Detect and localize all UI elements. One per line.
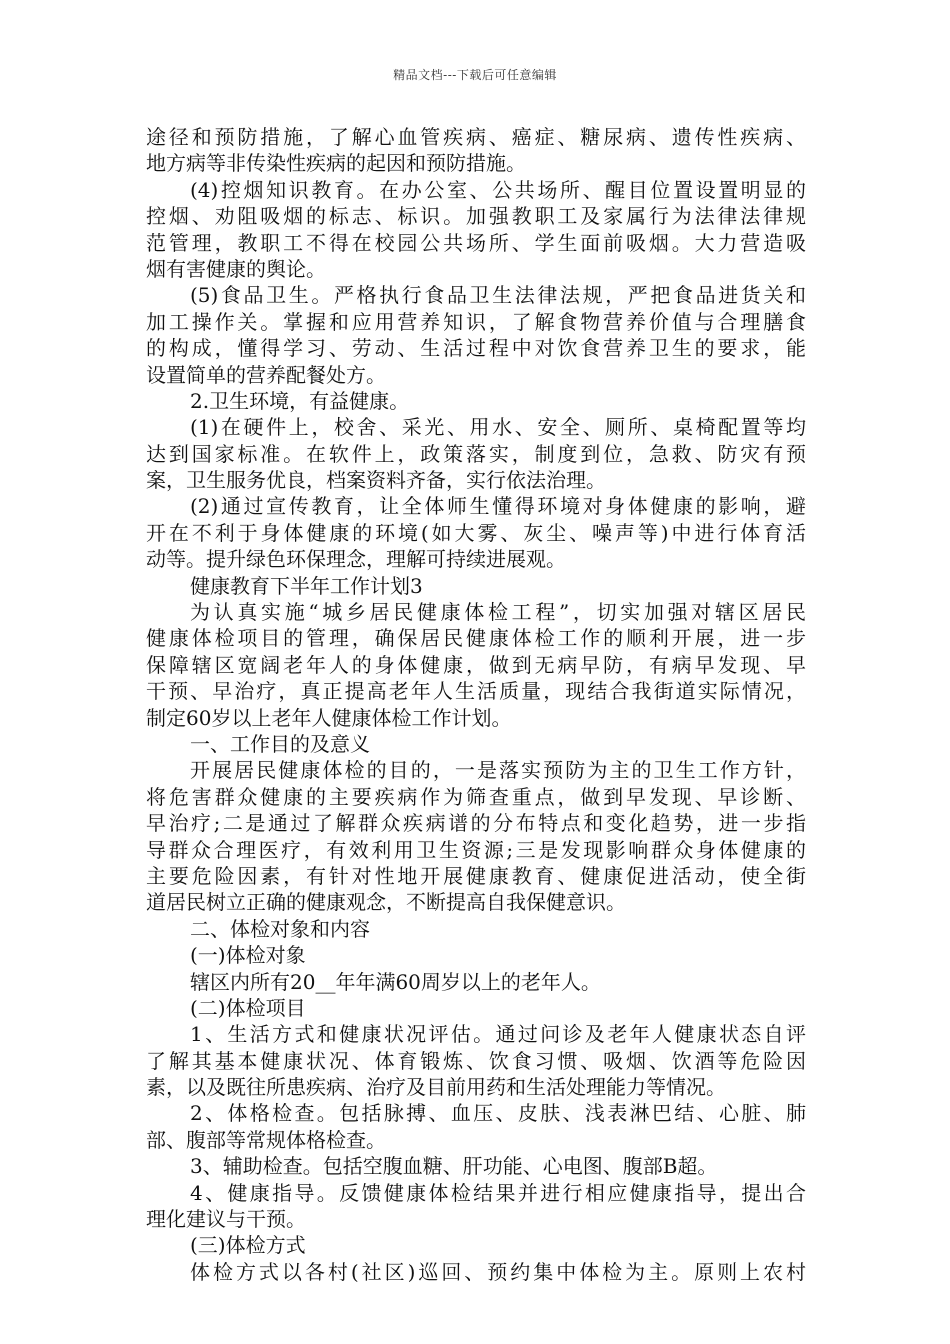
text-line: 3、辅助检查。包括空腹血糖、肝功能、心电图、腹部B超。	[190, 1154, 718, 1179]
text-line: (一)体检对象	[190, 943, 306, 968]
text-line: (1)在硬件上，校舍、采光、用水、安全、厕所、桌椅配置等均	[190, 415, 806, 440]
text-line: 地方病等非传染性疾病的起因和预防措施。	[146, 151, 526, 176]
text-line: 道居民树立正确的健康观念，不断提高自我保健意识。	[146, 890, 626, 915]
text-line: 将危害群众健康的主要疾病作为筛查重点，做到早发现、早诊断、	[146, 784, 806, 809]
text-line: 保障辖区宽阔老年人的身体健康，做到无病早防，有病早发现、早	[146, 652, 806, 677]
text-line: 辖区内所有20__年年满60周岁以上的老年人。	[190, 969, 601, 994]
text-line: 早治疗;二是通过了解群众疾病谱的分布特点和变化趋势，进一步指	[146, 811, 806, 836]
text-line: 素，以及既往所患疾病、治疗及目前用药和生活处理能力等情况。	[146, 1075, 726, 1100]
text-line: 为认真实施“城乡居民健康体检工程”，切实加强对辖区居民	[190, 600, 806, 625]
text-line: (2)通过宣传教育，让全体师生懂得环境对身体健康的影响，避	[190, 494, 806, 519]
text-line: (4)控烟知识教育。在办公室、公共场所、醒目位置设置明显的	[190, 177, 806, 202]
text-line: 2.卫生环境，有益健康。	[190, 388, 410, 413]
text-line: 范管理，教职工不得在校园公共场所、学生面前吸烟。大力营造吸	[146, 230, 806, 255]
text-line: 了解其基本健康状况、体育锻炼、饮食习惯、吸烟、饮酒等危险因	[146, 1048, 806, 1073]
text-line: 设置简单的营养配餐处方。	[146, 362, 386, 387]
text-line: 控烟、劝阻吸烟的标志、标识。加强教职工及家属行为法律法律规	[146, 204, 806, 229]
text-line: 干预、早治疗，真正提高老年人生活质量，现结合我街道实际情况，	[146, 679, 806, 704]
text-line: 4、健康指导。反馈健康体检结果并进行相应健康指导，提出合	[190, 1180, 806, 1205]
text-line: 部、腹部等常规体格检查。	[146, 1127, 386, 1152]
text-line: (三)体检方式	[190, 1233, 306, 1258]
text-line: 开展居民健康体检的目的，一是落实预防为主的卫生工作方针，	[190, 758, 806, 783]
text-line: 加工操作关。掌握和应用营养知识，了解食物营养价值与合理膳食	[146, 309, 806, 334]
text-line: 动等。提升绿色环保理念，理解可持续进展观。	[146, 547, 566, 572]
text-line: 体检方式以各村(社区)巡回、预约集中体检为主。原则上农村	[190, 1259, 806, 1284]
text-line: 健康教育下半年工作计划3	[190, 573, 423, 598]
page-header-note: 精品文档---下载后可任意编辑	[393, 68, 557, 82]
text-line: 导群众合理医疗，有效利用卫生资源;三是发现影响群众身体健康的	[146, 837, 806, 862]
text-line: 开在不利于身体健康的环境(如大雾、灰尘、噪声等)中进行体育活	[146, 520, 806, 545]
text-line: 烟有害健康的舆论。	[146, 256, 326, 281]
text-line: 达到国家标准。在软件上，政策落实，制度到位，急救、防灾有预	[146, 441, 806, 466]
text-line: 健康体检项目的管理，确保居民健康体检工作的顺利开展，进一步	[146, 626, 806, 651]
text-line: 主要危险因素，有针对性地开展健康教育、健康促进活动，使全街	[146, 863, 806, 888]
text-line: 一、工作目的及意义	[190, 731, 370, 756]
text-line: 的构成，懂得学习、劳动、生活过程中对饮食营养卫生的要求，能	[146, 336, 806, 361]
text-line: 途径和预防措施，了解心血管疾病、癌症、糖尿病、遗传性疾病、	[146, 125, 806, 149]
text-line: 理化建议与干预。	[146, 1207, 306, 1232]
text-line: 2、体格检查。包括脉搏、血压、皮肤、浅表淋巴结、心脏、肺	[190, 1101, 806, 1126]
text-line: 1、生活方式和健康状况评估。通过问诊及老年人健康状态自评	[190, 1022, 806, 1047]
document-body	[146, 124, 806, 1285]
text-line: 案，卫生服务优良，档案资料齐备，实行依法治理。	[146, 468, 606, 493]
text-line: (5)食品卫生。严格执行食品卫生法律法规，严把食品进货关和	[190, 283, 806, 308]
text-line: 二、体检对象和内容	[190, 916, 370, 941]
text-line: 制定60岁以上老年人健康体检工作计划。	[146, 705, 512, 730]
text-line: (二)体检项目	[190, 995, 306, 1020]
